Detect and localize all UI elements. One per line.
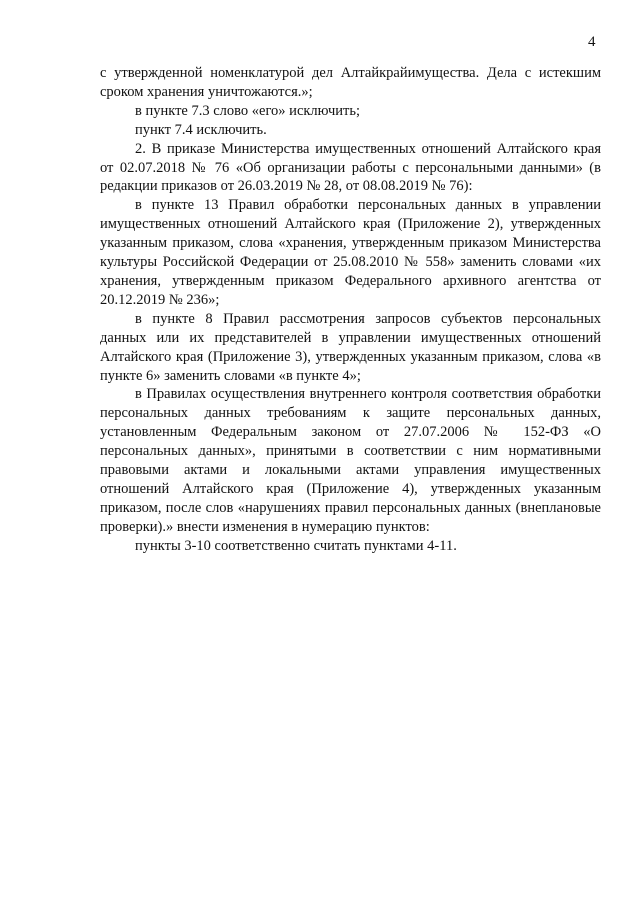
document-body [100,64,601,556]
paragraph: с утвержденной номенклатурой дел Алтайкрайимущества. Дела с истекшим сроком хранения уничтожаются.»; [100,65,601,100]
paragraph: в пункте 7.3 слово «его» исключить; [135,102,360,119]
paragraph: 2. В приказе Министерства имущественных отношений Алтайского края от 02.07.2018 № 76 «Об организации работы с персональными данными» (в редакции приказов от 26.03.2019 № 28, от 08.08.2019 № 76): [100,140,601,195]
page-number: 4 [588,34,596,50]
paragraph: пункты 3-10 соответственно считать пунктами 4-11. [135,537,457,554]
paragraph: в пункте 8 Правил рассмотрения запросов субъектов персональных данных или их представителей в управлении имущественных отношений Алтайского края (Приложение 3), утвержденных указанным приказом, слова «в пункте 6» заменить словами «в пункте 4»; [100,310,601,384]
paragraph: в пункте 13 Правил обработки персональных данных в управлении имущественных отношений Алтайского края (Приложение 2), утвержденных указанным приказом, слова «хранения, утвержденным приказом Министерства культуры Российской Федерации от 25.08.2010 № 558» заменить словами «их хранения, утвержденным приказом Федерального архивного агентства от 20.12.2019 № 236»; [100,197,601,308]
paragraph: в Правилах осуществления внутреннего контроля соответствия обработки персональных данных требованиям к защите персональных данных, установленным Федеральным законом от 27.07.2006 № 152-ФЗ «О персональных данных», принятыми в соответствии с ним нормативными правовыми актами и локальными актами управления имущественных отношений Алтайского края (Приложение 4), утвержденных указанным приказом, после слов «нарушениях правил персональных данных (внеплановые проверки).» внести изменения в нумерацию пунктов: [100,386,601,535]
paragraph: пункт 7.4 исключить. [135,121,267,138]
